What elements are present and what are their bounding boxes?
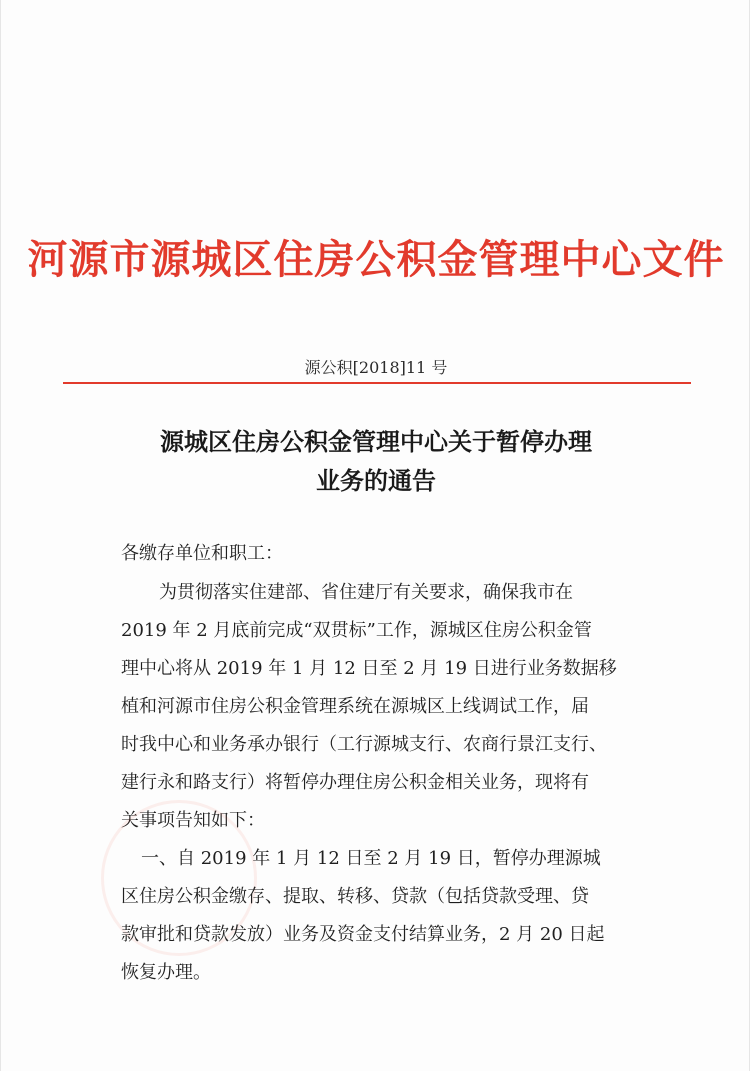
salutation: 各缴存单位和职工： — [121, 543, 283, 564]
paragraph-1-line-1: 为贯彻落实住建部、省住建厅有关要求，确保我市在 — [159, 582, 573, 603]
paragraph-2-line-4: 恢复办理。 — [121, 962, 211, 983]
paragraph-1-line-6: 建行永和路支行）将暂停办理住房公积金相关业务，现将有 — [121, 772, 589, 793]
paragraph-2-line-3: 款审批和贷款发放）业务及资金支付结算业务，2 月 20 日起 — [121, 924, 605, 945]
notice-title-line-2: 业务的通告 — [316, 466, 436, 495]
paragraph-1-line-5: 时我中心和业务承办银行（工行源城支行、农商行景江支行、 — [121, 734, 607, 755]
notice-title-line-1: 源城区住房公积金管理中心关于暂停办理 — [160, 427, 592, 456]
document-number: 源公积[2018]11 号 — [304, 358, 448, 377]
paragraph-1-line-2: 2019 年 2 月底前完成“双贯标”工作，源城区住房公积金管 — [121, 620, 592, 641]
paragraph-1-line-7: 关事项告知如下： — [121, 810, 265, 831]
paragraph-1-line-4: 植和河源市住房公积金管理系统在源城区上线调试工作，届 — [121, 696, 589, 717]
paragraph-2-line-2: 区住房公积金缴存、提取、转移、贷款（包括贷款受理、贷 — [121, 886, 589, 907]
paragraph-2-line-1: 一、自 2019 年 1 月 12 日至 2 月 19 日，暂停办理源城 — [141, 848, 601, 869]
paragraph-1-line-3: 理中心将从 2019 年 1 月 12 日至 2 月 19 日进行业务数据移 — [121, 658, 617, 679]
document-header-title: 河源市源城区住房公积金管理中心文件 — [27, 236, 725, 283]
red-divider-line — [63, 382, 691, 384]
